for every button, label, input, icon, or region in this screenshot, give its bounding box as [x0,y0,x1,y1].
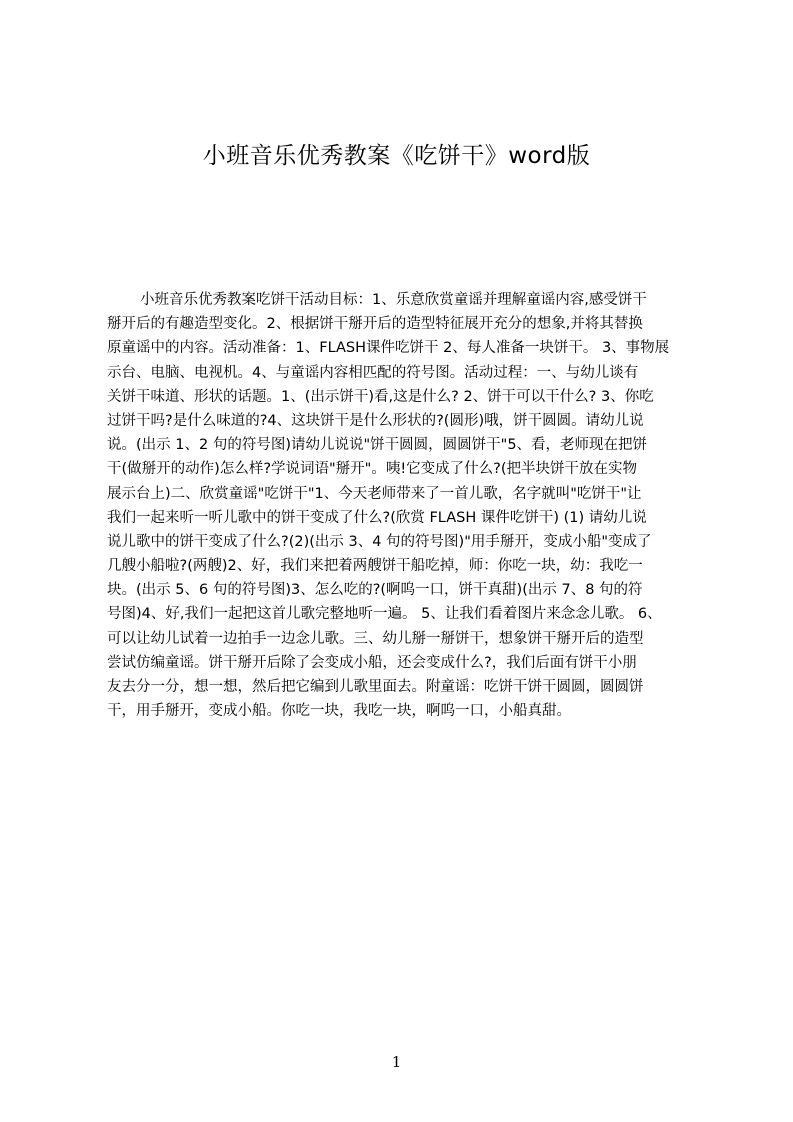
body-line: 原童谣中的内容。活动准备：1、FLASH课件吃饼干 2、每人准备一块饼干。 3、事物展 [107,340,670,357]
body-line: 小班音乐优秀教案吃饼干活动目标：1、乐意欣赏童谣并理解童谣内容,感受饼干 [140,292,647,308]
body-line: 展示台上)二、欣赏童谣"吃饼干"1、今天老师带来了一首儿歌，名字就叫"吃饼干"让 [107,485,642,502]
body-line: 示台、电脑、电视机。4、与童谣内容相匹配的符号图。活动过程：一、与幼儿谈有 [107,364,639,381]
body-line: 干(做掰开的动作)怎么样?学说词语"掰开"。咦!它变成了什么?(把半块饼干放在实物 [107,461,638,478]
body-line: 几艘小船啦?(两艘)2、好，我们来把着两艘饼干船吃掉，师：你吃一块，幼：我吃一 [107,558,643,575]
body-line: 过饼干吗?是什么味道的?4、这块饼干是什么形状的?(圆形)哦，饼干圆圆。请幼儿说 [107,412,644,429]
body-line: 块。(出示 5、6 句的符号图)3、怎么吃的?(啊呜一口，饼干真甜)(出示 7、8 句的符 [107,582,643,599]
body-line: 关饼干味道、形状的话题。1、(出示饼干)看,这是什么? 2、饼干可以干什么? 3、你吃 [107,388,654,405]
page-number: 1 [391,1053,402,1071]
body-text [107,288,698,778]
body-line: 号图)4、好,我们一起把这首儿歌完整地听一遍。 5、让我们看着图片来念念儿歌。 6、 [107,606,662,623]
body-line: 干，用手掰开，变成小船。你吃一块，我吃一块，啊呜一口，小船真甜。 [107,703,571,720]
body-line: 友去分一分，想一想，然后把它编到儿歌里面去。附童谣：吃饼干饼干圆圆，圆圆饼 [107,679,644,695]
body-line: 可以让幼儿试着一边拍手一边念儿歌。三、幼儿掰一掰饼干，想象饼干掰开后的造型 [107,630,644,647]
document-title: 小班音乐优秀教案《吃饼干》word版 [202,143,591,169]
body-line: 尝试仿编童谣。饼干掰开后除了会变成小船，还会变成什么?，我们后面有饼干小朋 [107,654,637,671]
body-line: 我们一起来听一听儿歌中的饼干变成了什么?(欣赏 FLASH 课件吃饼干) (1) 请幼儿说 [107,509,647,526]
body-line: 说。(出示 1、2 句的符号图)请幼儿说说"饼干圆圆，圆圆饼干"5、看，老师现在把饼 [107,437,648,454]
body-line: 说儿歌中的饼干变成了什么?(2)(出示 3、4 句的符号图)"用手掰开，变成小船"变成了 [107,533,652,550]
body-line: 掰开后的有趣造型变化。2、根据饼干掰开后的造型特征展开充分的想象,并将其替换 [107,316,643,333]
